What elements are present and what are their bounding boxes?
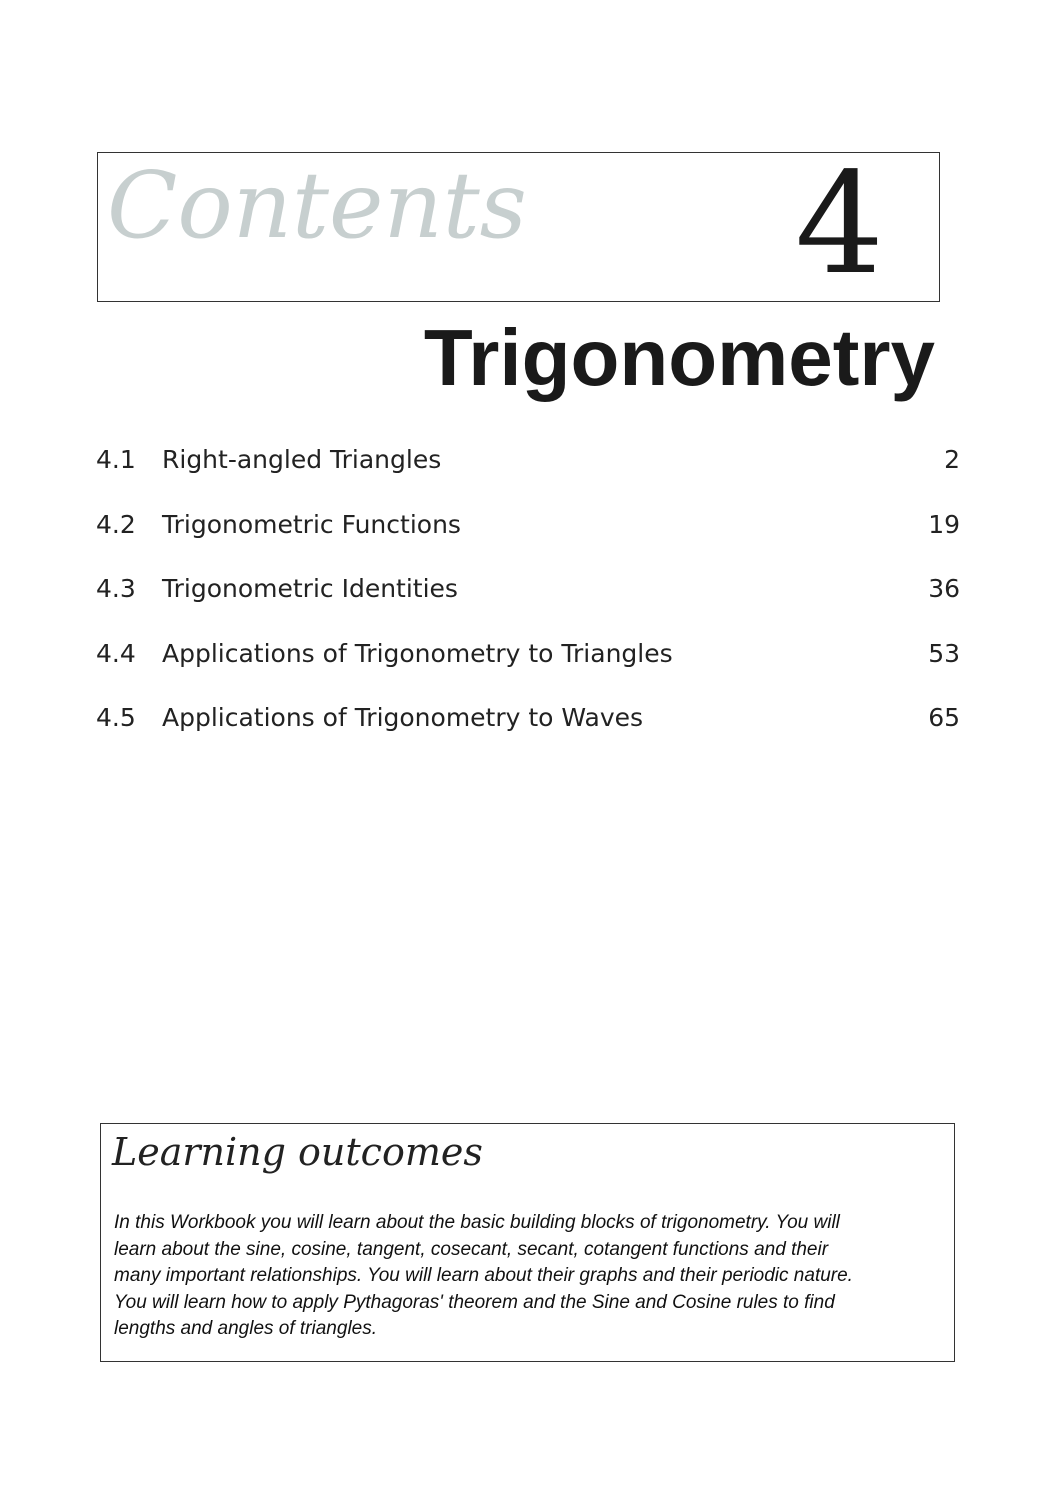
- toc-entry-page: 65: [928, 703, 960, 732]
- toc-entry-4-1[interactable]: [96, 437, 960, 502]
- toc-entry-title: Applications of Trigonometry to Waves: [162, 703, 644, 732]
- toc-entry-title: Trigonometric Identities: [162, 574, 458, 603]
- toc-entry-4-3[interactable]: [96, 566, 960, 631]
- toc-entry-page: 2: [944, 445, 960, 474]
- toc-entry-number: 4.2: [96, 509, 136, 539]
- toc-entry-number: 4.1: [96, 445, 136, 474]
- learning-outcomes-heading: Learning outcomes: [112, 1130, 483, 1174]
- learning-outcomes-line: learn about the sine, cosine, tangent, cosecant, secant, cotangent functions and their: [114, 1238, 829, 1260]
- learning-outcomes-box: [100, 1123, 955, 1362]
- contents-label: Contents: [107, 152, 527, 259]
- toc-entry-4-5[interactable]: [96, 695, 960, 760]
- toc-entry-4-4[interactable]: [96, 631, 960, 696]
- contents-header-box: [97, 143, 940, 306]
- toc-entry-number: 4.5: [96, 703, 136, 732]
- toc-entry-title: Trigonometric Functions: [162, 509, 461, 539]
- toc-entry-page: 36: [928, 574, 960, 603]
- toc-entry-number: 4.4: [96, 638, 136, 668]
- learning-outcomes-line: In this Workbook you will learn about the basic building blocks of trigonometry. You will: [114, 1212, 840, 1233]
- learning-outcomes-text: [114, 1210, 954, 1343]
- toc-entry-number: 4.3: [96, 574, 136, 603]
- toc-entry-title: Right-angled Triangles: [162, 445, 442, 474]
- toc-entry-page: 19: [928, 509, 960, 539]
- learning-outcomes-line: lengths and angles of triangles.: [114, 1318, 378, 1339]
- toc-entry-page: 53: [928, 638, 960, 668]
- toc-entry-4-2[interactable]: [96, 502, 960, 567]
- table-of-contents: [96, 437, 960, 760]
- chapter-number: 4: [795, 143, 885, 306]
- toc-entry-title: Applications of Trigonometry to Triangles: [162, 638, 673, 668]
- chapter-title: Trigonometry: [423, 313, 935, 402]
- learning-outcomes-line: You will learn how to apply Pythagoras' theorem and the Sine and Cosine rules to find: [114, 1291, 835, 1313]
- learning-outcomes-line: many important relationships. You will learn about their graphs and their periodic nature.: [114, 1265, 853, 1286]
